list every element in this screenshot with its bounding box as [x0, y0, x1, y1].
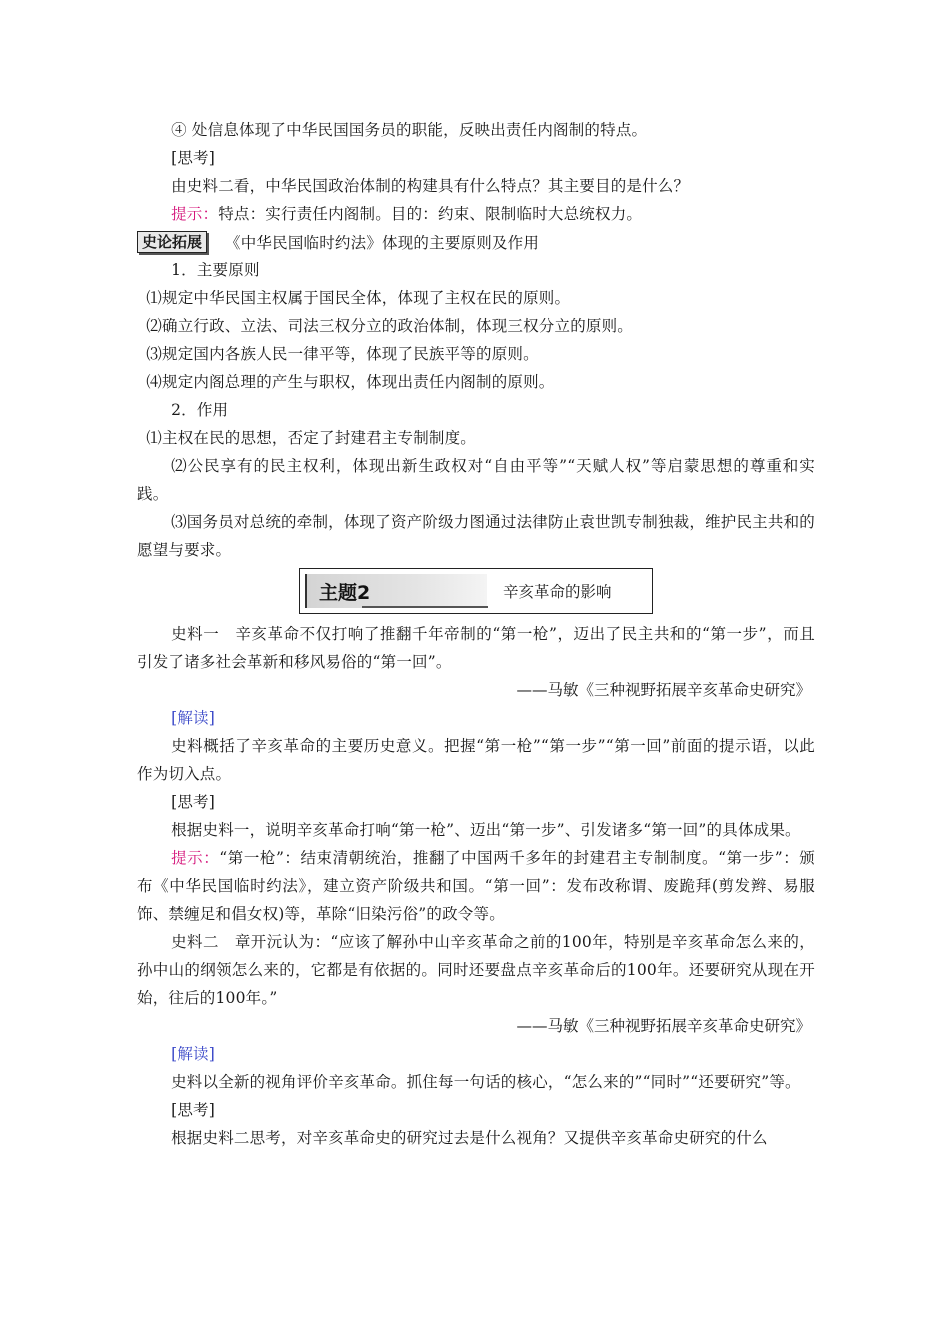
material-1: 史料一 辛亥革命不仅打响了推翻千年帝制的“第一枪”，迈出了民主共和的“第一步”，而且引发了诸多社会革新和移风易俗的“第一回”。 [137, 625, 815, 671]
theme-label: 主题2 [305, 574, 487, 608]
effect-1: ⑴主权在民的思想，否定了封建君主专制制度。 [146, 429, 476, 447]
think-heading: [思考] [171, 149, 215, 167]
think-heading-2: [思考] [171, 793, 215, 811]
effect-3: ⑶国务员对总统的牵制，体现了资产阶级力图通过法律防止袁世凯专制独裁，维护民主共和的愿望与要求。 [137, 513, 815, 559]
hint-text: 特点：实行责任内阁制。目的：约束、限制临时大总统权力。 [218, 205, 643, 223]
think-heading-3: [思考] [171, 1101, 215, 1119]
material-2: 史料二 章开沅认为：“应该了解孙中山辛亥革命之前的100年，特别是辛亥革命怎么来的，孙中山的纲领怎么来的，它都是有依据的。同时还要盘点辛亥革命后的100年。还要研究从现在开始，往后的100年。” [137, 933, 815, 1007]
hint-2 [137, 844, 815, 928]
document-page [137, 116, 815, 1152]
hint-label: 提示： [171, 205, 219, 223]
question-3: 根据史料二思考，对辛亥革命史的研究过去是什么视角？又提供辛亥革命史研究的什么 [171, 1129, 768, 1147]
paragraph-note-4: ④ 处信息体现了中华民国国务员的职能，反映出责任内阁制的特点。 [171, 121, 648, 139]
principle-4: ⑷规定内阁总理的产生与职权，体现出责任内阁制的原则。 [146, 373, 555, 391]
section-tag-label: 史论拓展 [137, 231, 207, 253]
principle-3: ⑶规定国内各族人民一律平等，体现了民族平等的原则。 [146, 345, 539, 363]
question-1: 由史料二看，中华民国政治体制的构建具有什么特点？其主要目的是什么？ [171, 177, 690, 195]
interpret-heading-2: [解读] [171, 1045, 215, 1063]
section-tag-title: 《中华民国临时约法》体现的主要原则及作用 [225, 234, 540, 252]
theme-title: 辛亥革命的影响 [503, 583, 612, 601]
subheading-effects: 2．作用 [171, 401, 229, 419]
principle-1: ⑴规定中华民国主权属于国民全体，体现了主权在民的原则。 [146, 289, 571, 307]
hint-text-2: “第一枪”：结束清朝统治，推翻了中国两千多年的封建君主专制制度。“第一步”：颁布《中华民国临时约法》，建立资产阶级共和国。“第一回”：发布改称谓、废跪拜(剪发辫、易服饰、禁缠足和倡女权)等，革除“旧染污俗”的政令等。 [137, 849, 815, 923]
question-2: 根据史料一，说明辛亥革命打响“第一枪”、迈出“第一步”、引发诸多“第一回”的具体成果。 [171, 821, 801, 839]
theme-banner-wrap [137, 568, 815, 614]
interpretation-1: 史料概括了辛亥革命的主要历史意义。把握“第一枪”“第一步”“第一回”前面的提示语，以此作为切入点。 [137, 737, 815, 783]
subheading-principles: 1．主要原则 [171, 261, 260, 279]
interpretation-2: 史料以全新的视角评价辛亥革命。抓住每一句话的核心，“怎么来的”“同时”“还要研究”等。 [171, 1073, 801, 1091]
material-2-source: ——马敏《三种视野拓展辛亥革命史研究》 [516, 1017, 811, 1035]
material-1-source: ——马敏《三种视野拓展辛亥革命史研究》 [516, 681, 811, 699]
section-tag-row [137, 228, 815, 256]
principle-2: ⑵确立行政、立法、司法三权分立的政治体制，体现三权分立的原则。 [146, 317, 633, 335]
effect-2: ⑵公民享有的民主权利，体现出新生政权对“自由平等”“天赋人权”等启蒙思想的尊重和实践。 [137, 457, 815, 503]
interpret-heading-1: [解读] [171, 709, 215, 727]
hint-label-2: 提示： [171, 849, 220, 867]
theme-banner [299, 568, 653, 614]
hint-1 [137, 200, 815, 228]
